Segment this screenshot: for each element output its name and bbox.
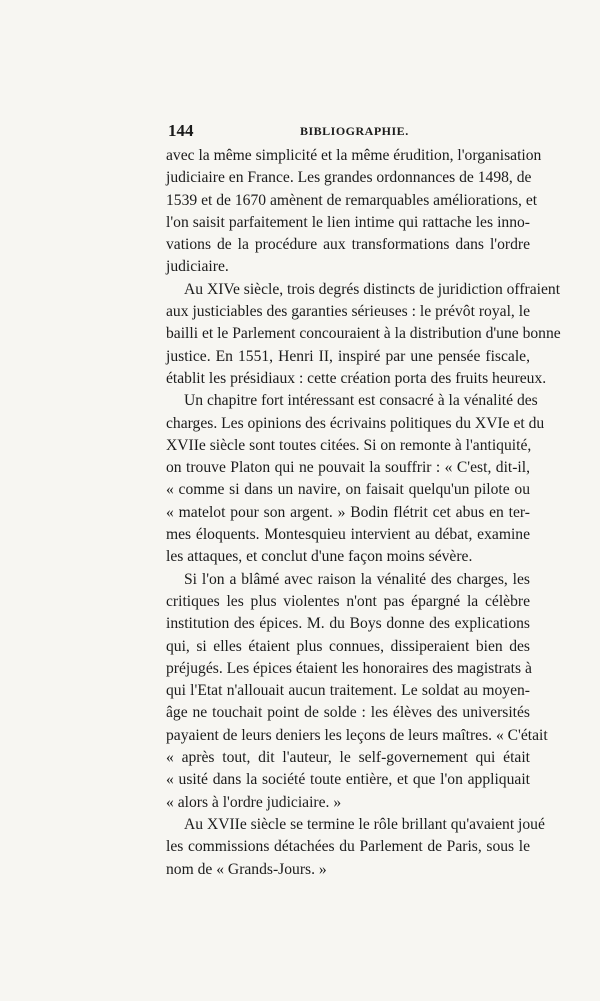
text-line: charges. Les opinions des écrivains politiques du XVIe et du: [166, 414, 545, 432]
text-line: qui, si elles étaient plus connues, dissiperaient bien des: [166, 637, 530, 655]
text-line: on trouve Platon qui ne pouvait la souffrir : « C'est, dit-il,: [166, 459, 530, 477]
page-header: [168, 121, 530, 143]
text-line: vations de la procédure aux transformations dans l'ordre: [166, 236, 530, 254]
paragraph: [166, 390, 545, 568]
text-line: âge ne touchait point de solde : les élèves des universités: [166, 704, 530, 722]
paragraph: [166, 279, 561, 390]
page-number: 144: [168, 121, 194, 140]
text-line: établit les présidiaux : cette création porta des fruits heureux.: [166, 369, 547, 387]
text-line: institution des épices. M. du Boys donne des explications: [166, 615, 530, 633]
running-title: BIBLIOGRAPHIE.: [300, 124, 409, 138]
text-line: justice. En 1551, Henri II, inspiré par une pensée fiscale,: [166, 347, 530, 365]
text-line: Au XIVe siècle, trois degrés distincts de juridiction offraient: [184, 280, 561, 298]
text-line: l'on saisit parfaitement le lien intime qui rattache les inno-: [166, 213, 530, 231]
text-line: Au XVIIe siècle se termine le rôle brillant qu'avaient joué: [184, 815, 545, 833]
text-line: Si l'on a blâmé avec raison la vénalité des charges, les: [184, 570, 530, 588]
text-line: judiciaire.: [166, 258, 229, 276]
text-line: nom de « Grands-Jours. »: [166, 860, 327, 878]
text-line: aux justiciables des garanties sérieuses : le prévôt royal, le: [166, 303, 530, 321]
text-line: bailli et le Parlement concouraient à la distribution d'une bonne: [166, 325, 561, 343]
text-line: critiques les plus violentes n'ont pas épargné la célèbre: [166, 592, 530, 610]
paragraph: [166, 569, 548, 814]
text-line: les attaques, et conclut d'une façon moins sévère.: [166, 548, 473, 566]
text-line: Un chapitre fort intéressant est consacré à la vénalité des: [184, 392, 538, 410]
text-line: XVIIe siècle sont toutes citées. Si on remonte à l'antiquité,: [166, 436, 532, 454]
paragraph: [166, 145, 542, 279]
text-line: qui l'Etat n'allouait aucun traitement. Le soldat au moyen-: [166, 682, 530, 700]
text-line: « alors à l'ordre judiciaire. »: [166, 793, 342, 811]
text-line: préjugés. Les épices étaient les honoraires des magistrats à: [166, 659, 532, 677]
text-line: avec la même simplicité et la même érudition, l'organisation: [166, 147, 542, 164]
text-line: « usité dans la société toute entière, et que l'on appliquait: [166, 771, 530, 789]
text-line: mes éloquents. Montesquieu intervient au débat, examine: [166, 526, 530, 544]
text-line: « comme si dans un navire, on faisait quelqu'un pilote ou: [166, 481, 530, 499]
text-line: « matelot pour son argent. » Bodin flétrit cet abus en ter-: [166, 503, 530, 521]
body-text: [166, 145, 561, 881]
text-line: judiciaire en France. Les grandes ordonnances de 1498, de: [166, 169, 532, 187]
text-line: payaient de leurs deniers les leçons de leurs maîtres. « C'était: [166, 726, 548, 744]
text-line: les commissions détachées du Parlement de Paris, sous le: [166, 838, 530, 856]
paragraph: [166, 814, 545, 881]
text-line: 1539 et de 1670 amènent de remarquables améliorations, et: [166, 191, 538, 209]
text-line: « après tout, dit l'auteur, le self-governement qui était: [166, 749, 530, 767]
